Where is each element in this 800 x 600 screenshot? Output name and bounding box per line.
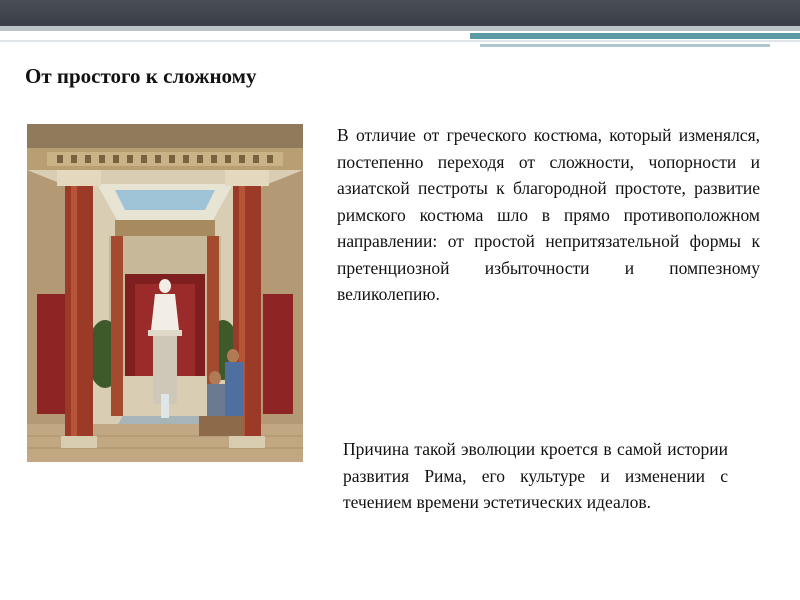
decor-accent-stripe bbox=[480, 44, 770, 47]
top-decor-bar bbox=[0, 0, 800, 26]
main-paragraph: В отличие от греческого костюма, который изменялся, постепенно переходя от сложности, чопорности и азиатской пестроты к благородной простоте, развитие римского костюма шло в прямо противоположном направлении: от простой непритязательной формы к претенциозной избыточности и помпезному великолепию. bbox=[337, 125, 760, 304]
secondary-paragraph: Причина такой эволюции кроется в самой истории развития Рима, его культуре и изменении с течением времени эстетических идеалов. bbox=[343, 439, 728, 512]
decor-stripe bbox=[0, 40, 800, 42]
decor-stripe bbox=[0, 26, 800, 31]
roman-atrium-illustration bbox=[27, 124, 303, 462]
decor-accent-stripe bbox=[470, 33, 800, 39]
slide-title: От простого к сложному bbox=[25, 64, 257, 88]
